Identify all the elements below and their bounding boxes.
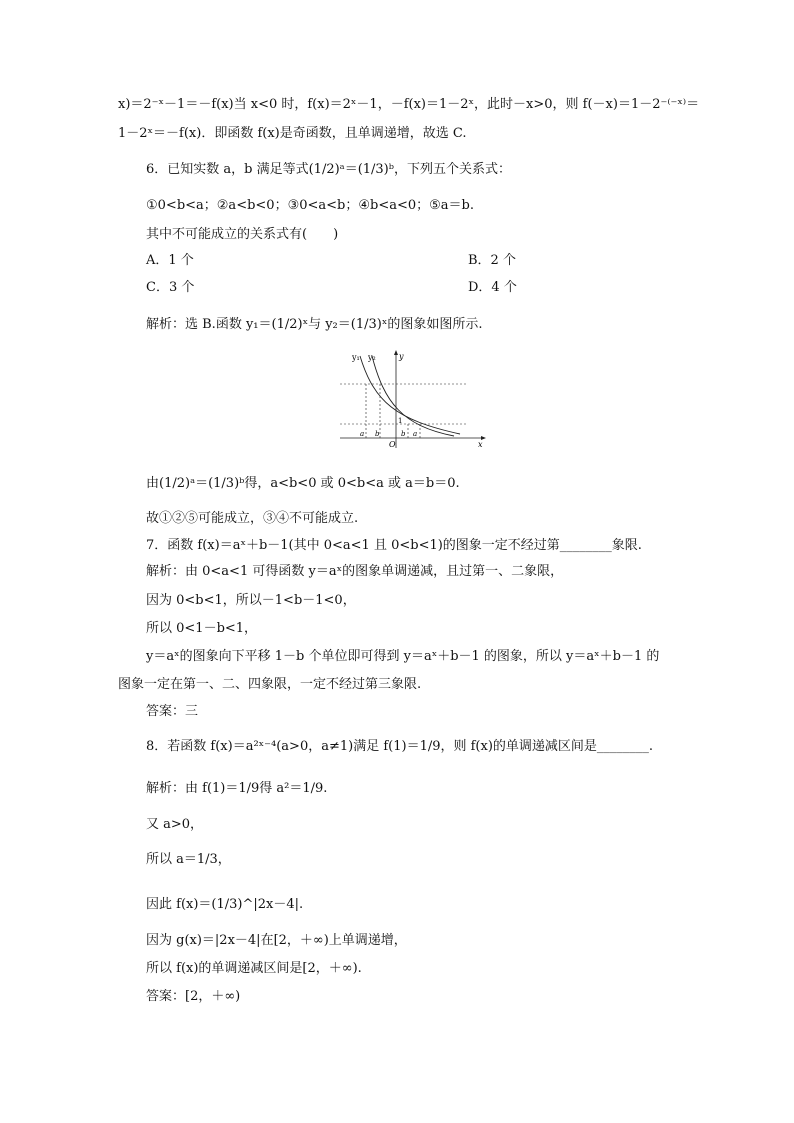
text-line-l12: 故①②⑤可能成立，③④不可能成立. <box>146 511 359 526</box>
text-line-l11: 由(1/2)ᵃ＝(1/3)ᵇ得，a<b<0 或 0<b<a 或 a＝b＝0. <box>146 476 460 491</box>
text-line-l19: 答案：三 <box>146 704 199 719</box>
label-b-right: b <box>401 430 406 438</box>
exponential-graph-figure <box>340 350 490 450</box>
text-line-l06: A．1 个 <box>146 253 194 268</box>
text-line-l15: 因为 0<b<1，所以－1<b－1<0， <box>146 593 356 608</box>
text-line-l22: 又 a>0， <box>146 817 204 832</box>
text-line-l27: 答案：[2，＋∞) <box>146 989 241 1004</box>
text-line-l07: B．2 个 <box>468 253 516 268</box>
text-line-l09: D．4 个 <box>468 280 517 295</box>
text-line-l23: 所以 a＝1/3， <box>146 852 231 867</box>
text-line-l16: 所以 0<1－b<1， <box>146 621 258 636</box>
text-line-l13: 7．函数 f(x)＝aˣ＋b－1(其中 0<a<1 且 0<b<1)的图象一定不经过第________象限. <box>146 538 642 553</box>
text-line-l03: 6．已知实数 a，b 满足等式(1/2)ᵃ＝(1/3)ᵇ，下列五个关系式： <box>146 162 511 177</box>
text-line-l02: 1－2ˣ＝－f(x)．即函数 f(x)是奇函数，且单调递增，故选 C. <box>118 126 467 141</box>
text-line-l18: 图象一定在第一、二、四象限，一定不经过第三象限. <box>118 677 422 692</box>
text-line-l04: ①0<b<a；②a<b<0；③0<a<b；④b<a<0；⑤a＝b. <box>146 198 474 213</box>
text-line-l14: 解析：由 0<a<1 可得函数 y＝aˣ的图象单调递减，且过第一、二象限， <box>146 564 564 579</box>
text-line-l10: 解析：选 B.函数 y₁＝(1/2)ˣ与 y₂＝(1/3)ˣ的图象如图所示. <box>146 317 483 332</box>
text-line-l25: 因为 g(x)＝|2x－4|在[2，＋∞)上单调递增， <box>146 933 407 948</box>
label-one: 1 <box>398 417 403 425</box>
label-y: y <box>399 352 404 361</box>
text-line-l21: 解析：由 f(1)＝1/9得 a²＝1/9. <box>146 781 328 796</box>
text-line-l20: 8．若函数 f(x)＝a²ˣ⁻⁴(a>0，a≠1)满足 f(1)＝1/9，则 f(x)的单调递减区间是________. <box>146 739 654 754</box>
label-y2: y₂ <box>368 353 376 362</box>
y-axis-arrow <box>394 350 398 355</box>
label-b-left: b <box>375 430 380 438</box>
label-y1: y₁ <box>352 353 360 362</box>
label-origin: O <box>389 440 396 449</box>
text-line-l26: 所以 f(x)的单调递减区间是[2，＋∞). <box>146 961 362 976</box>
text-line-l01: x)＝2⁻ˣ－1＝－f(x)当 x<0 时，f(x)＝2ˣ－1，－f(x)＝1－2ˣ，此时－x>0，则 f(－x)＝1－2⁻⁽⁻ˣ⁾＝ <box>118 97 700 112</box>
text-line-l24: 因此 f(x)＝(1/3)^|2x－4|. <box>146 897 304 912</box>
text-line-l08: C．3 个 <box>146 280 195 295</box>
text-line-l17: y＝aˣ的图象向下平移 1－b 个单位即可得到 y＝aˣ＋b－1 的图象，所以 y＝aˣ＋b－1 的 <box>146 649 660 664</box>
label-a-right: a <box>413 430 418 438</box>
label-a-left: a <box>360 430 365 438</box>
text-line-l05: 其中不可能成立的关系式有( ) <box>146 227 339 242</box>
label-x: x <box>478 440 483 449</box>
